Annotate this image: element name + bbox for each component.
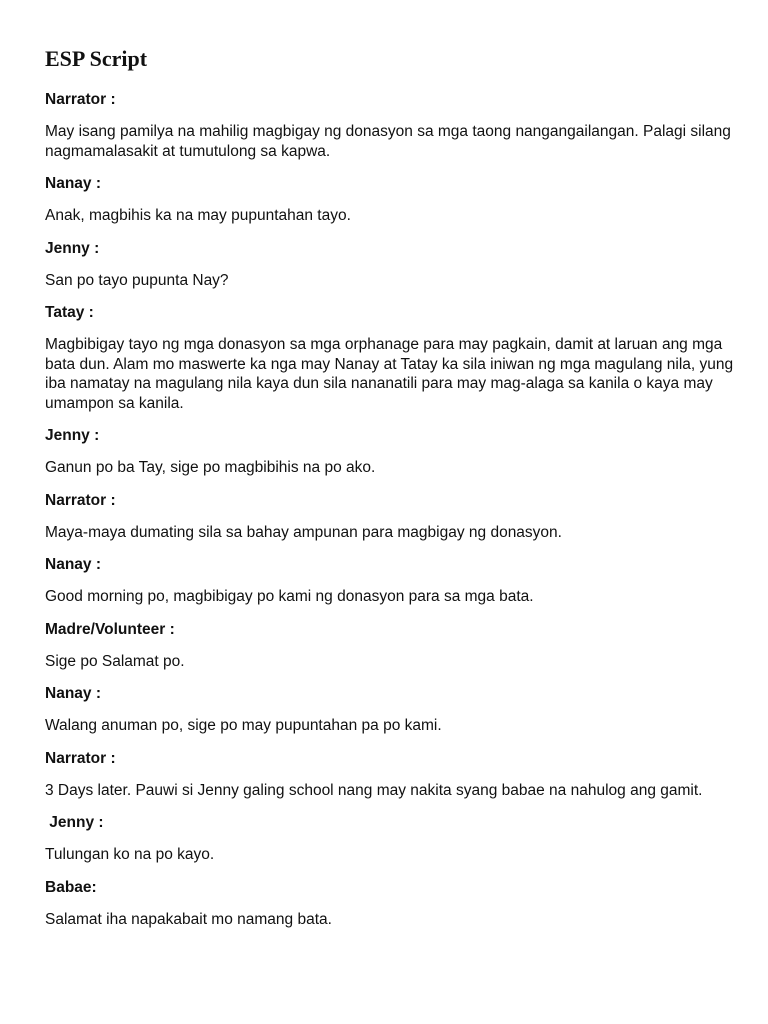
dialogue-line: Ganun po ba Tay, sige po magbibihis na po ako. — [45, 459, 376, 476]
dialogue-line: Walang anuman po, sige po may pupuntahan pa po kami. — [45, 717, 442, 734]
dialogue-line: Tulungan ko na po kayo. — [45, 846, 215, 863]
dialogue-line: Salamat iha napakabait mo namang bata. — [45, 910, 332, 928]
dialogue-line: Maya-maya dumating sila sa bahay ampunan para magbigay ng donasyon. — [45, 523, 562, 541]
script-entry — [45, 749, 735, 801]
speaker-label: Jenny : — [45, 239, 100, 257]
script-entry — [45, 620, 735, 672]
dialogue-line: Sige po Salamat po. — [45, 652, 185, 670]
script-body — [45, 90, 735, 942]
dialogue-line: May isang pamilya na mahilig magbigay ng donasyon sa mga taong nangangailangan. Palagi silang nagmamalasakit at tumutulong sa kapwa. — [45, 123, 731, 160]
speaker-label: Nanay : — [45, 685, 101, 702]
speaker-label: Nanay : — [45, 556, 101, 573]
speaker-label: Narrator : — [45, 491, 116, 509]
script-entry — [45, 491, 735, 543]
dialogue-line: San po tayo pupunta Nay? — [45, 271, 229, 289]
speaker-label: Nanay : — [45, 175, 101, 192]
speaker-label: Madre/Volunteer : — [45, 620, 175, 638]
speaker-label: Narrator : — [45, 749, 116, 767]
speaker-label: Babae: — [45, 878, 97, 896]
script-entry — [45, 555, 735, 607]
dialogue-line: Anak, magbihis ka na may pupuntahan tayo. — [45, 207, 351, 224]
script-entry — [45, 303, 735, 413]
script-entry — [45, 878, 735, 930]
speaker-label: Narrator : — [45, 91, 116, 108]
script-entry — [45, 90, 735, 161]
dialogue-line: Magbibigay tayo ng mga donasyon sa mga orphanage para may pagkain, damit at laruan ang mga bata dun. Alam mo maswerte ka nga may Nanay at Tatay ka sila iniwan ng mga magulang nila, yung iba namatay na magulang nila kaya dun sila nananatili para may mag-alaga sa kanila o kaya may umampon sa kanila. — [45, 336, 734, 412]
document-title: ESP Script — [45, 46, 148, 71]
dialogue-line: Good morning po, magbibigay po kami ng donasyon para sa mga bata. — [45, 588, 534, 605]
script-entry — [45, 684, 735, 736]
speaker-label: Tatay : — [45, 304, 94, 321]
script-entry — [45, 174, 735, 226]
speaker-label: Jenny : — [45, 427, 100, 444]
script-entry — [45, 426, 735, 478]
script-entry — [45, 239, 735, 291]
script-entry — [45, 813, 735, 865]
speaker-label: Jenny : — [45, 814, 104, 831]
dialogue-line: 3 Days later. Pauwi si Jenny galing school nang may nakita syang babae na nahulog ang gamit. — [45, 781, 703, 799]
